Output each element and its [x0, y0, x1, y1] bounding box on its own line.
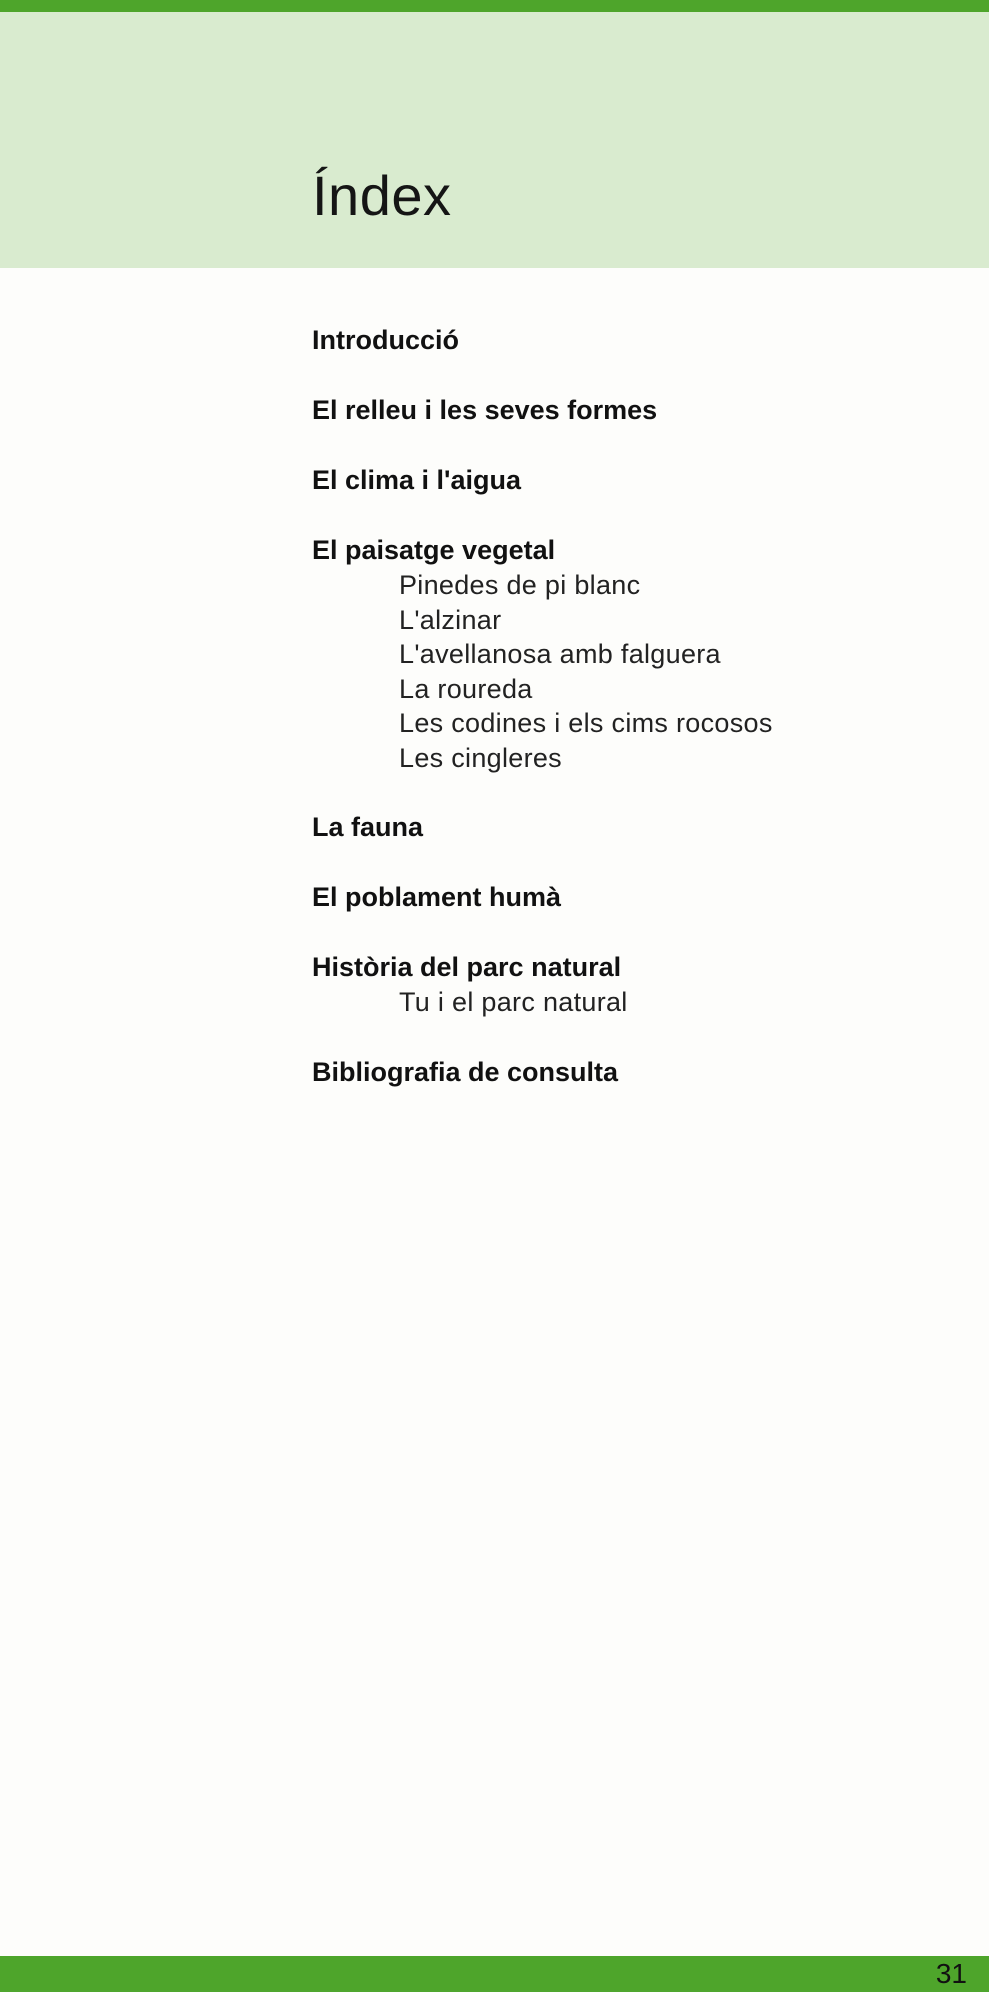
toc-section-paisatge-vegetal — [312, 532, 952, 775]
toc-heading: El relleu i les seves formes — [312, 395, 658, 425]
toc-section-poblament — [312, 879, 952, 915]
toc-section-introduccio — [312, 322, 952, 358]
toc-subitem: Les cingleres — [399, 742, 562, 773]
toc-heading: La fauna — [312, 812, 424, 842]
toc-heading: Història del parc natural — [312, 952, 622, 982]
header-band — [0, 12, 989, 268]
toc-section-relleu — [312, 392, 952, 428]
toc-subitem: L'avellanosa amb falguera — [399, 639, 721, 669]
toc-heading: Introducció — [312, 325, 459, 355]
toc-subitem: Tu i el parc natural — [399, 987, 628, 1017]
toc-subitem: Les codines i els cims rocosos — [399, 708, 773, 738]
bottom-green-bar — [0, 1956, 989, 1992]
table-of-contents — [312, 322, 952, 1124]
toc-subitem: L'alzinar — [399, 604, 502, 635]
page-number: 31 — [935, 1958, 967, 1989]
toc-section-bibliografia — [312, 1054, 952, 1090]
toc-section-fauna — [312, 809, 952, 845]
top-green-bar — [0, 0, 989, 12]
toc-heading: El poblament humà — [312, 882, 562, 912]
toc-heading: El paisatge vegetal — [312, 535, 556, 565]
toc-subitem: Pinedes de pi blanc — [399, 570, 641, 600]
toc-heading: Bibliografia de consulta — [312, 1056, 619, 1087]
toc-subitem: La roureda — [399, 673, 533, 704]
toc-section-clima — [312, 462, 952, 498]
page-title: Índex — [312, 164, 452, 227]
toc-section-historia — [312, 949, 952, 1020]
toc-heading: El clima i l'aigua — [312, 465, 521, 495]
